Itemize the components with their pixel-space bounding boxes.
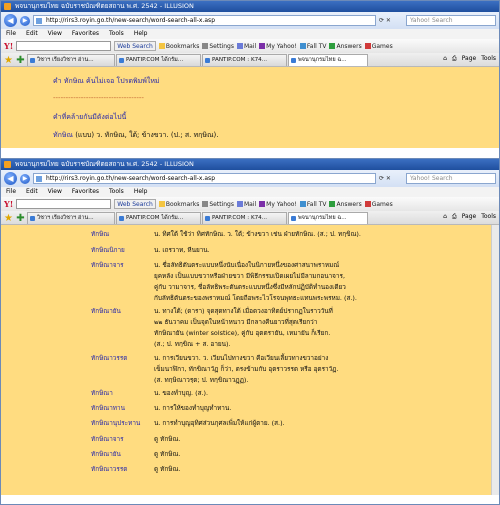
tools-menu[interactable]: Tools <box>481 55 496 62</box>
home-icon[interactable]: ⌂ <box>443 55 447 62</box>
answers-icon <box>329 43 335 49</box>
my-yahoo-button[interactable]: My Yahoo! <box>259 201 297 208</box>
entry-definition: น. เถรวาท, หีนยาน. <box>154 246 210 254</box>
menu-view[interactable]: View <box>47 188 62 195</box>
suggestion-definition: (แบบ) ว. ทักษิณ, ใต้; ข้างขวา. (ป.; ส. ทกฺษิณ). <box>75 131 219 139</box>
yahoo-logo[interactable]: Y! <box>4 199 14 209</box>
tab-row <box>1 53 499 67</box>
tab-4[interactable]: พจนานุกรมไทย ฉ... <box>288 212 368 224</box>
tab-tools <box>443 213 496 221</box>
url-field[interactable]: http://rirs3.royin.go.th/new-search/word-search-all-x.asp <box>33 173 376 184</box>
mail-button[interactable]: Mail <box>237 43 256 50</box>
web-search-button[interactable]: Web Search <box>114 41 156 51</box>
print-icon[interactable]: ⎙ <box>451 55 457 62</box>
games-icon <box>365 43 371 49</box>
entry-word[interactable]: ทักษิณายัน <box>91 450 121 458</box>
search-input[interactable]: Yahoo! Search <box>406 173 496 184</box>
entry-definition: น. ทิศใต้ ใช้ว่า ทิศทักษิณ. ว. ใต้; ข้างขวา เช่น ฝ่ายทักษิณ. (ส.; ป. ทกฺขิณ). <box>154 230 361 238</box>
refresh-stop-icon[interactable]: ⟳ ✕ <box>379 175 391 182</box>
tab-tools <box>443 55 496 63</box>
tab-row <box>1 211 499 225</box>
app-icon <box>4 161 11 168</box>
menu-favorites[interactable]: Favorites <box>71 188 100 195</box>
forward-arrow-icon[interactable]: ▶ <box>20 16 30 26</box>
entry-definition: น. ชื่อลัทธิตันตระแบบหนึ่งนับเนื่องในนิกายหนึ่งของศาสนาพราหมณ์ <box>154 261 340 269</box>
my-yahoo-icon <box>259 43 265 49</box>
app-icon <box>4 3 11 10</box>
bookmarks-button[interactable]: Bookmarks <box>159 43 200 50</box>
refresh-stop-icon[interactable]: ⟳ ✕ <box>379 17 391 24</box>
not-found-message: คำ ทักษิณ ค้นไม่เจอ โปรดพิมพ์ใหม่ <box>53 77 160 85</box>
settings-icon <box>202 201 208 207</box>
dictionary-results <box>1 225 499 495</box>
entry-word[interactable]: ทักษิณาทาน <box>91 404 125 412</box>
entry-word[interactable]: ทักษิณา <box>91 389 113 397</box>
yahoo-search-input[interactable] <box>16 199 111 209</box>
entry-word[interactable]: ทักษิณายัน <box>91 307 121 315</box>
yahoo-logo[interactable]: Y! <box>4 41 14 51</box>
window-title: พจนานุกรมไทย ฉบับราชบัณฑิตยสถาน พ.ศ. 2542 - ILLUSION <box>15 2 194 10</box>
page-menu[interactable]: Page <box>461 55 477 62</box>
menu-tools[interactable]: Tools <box>109 188 124 195</box>
games-button[interactable]: Games <box>365 43 393 50</box>
entry-word[interactable]: ทักษิณาจาร <box>91 261 124 269</box>
suggestion-line <box>53 130 218 141</box>
tv-icon <box>300 201 306 207</box>
entry-definition: ดู ทักษิณ. <box>154 450 181 458</box>
title-bar <box>1 159 499 170</box>
tab-1[interactable]: วิชาฯ เรียงวิชาฯ ฮ่าน... <box>27 212 115 224</box>
similar-words-heading: คำที่คล้ายกันมีดังต่อไปนี้ <box>53 113 127 121</box>
entry-definition: น. ทางใต้; (ดารา) จุดสุดทางใต้ เมื่อดวงอาทิตย์ปรากฏในราววันที่ <box>154 307 333 315</box>
settings-icon <box>202 43 208 49</box>
menu-help[interactable]: Help <box>133 188 148 195</box>
bookmark-icon <box>159 201 165 207</box>
settings-button[interactable]: Settings <box>202 201 234 208</box>
answers-button[interactable]: Answers <box>329 201 361 208</box>
tools-menu[interactable]: Tools <box>481 213 496 220</box>
bookmark-icon <box>159 43 165 49</box>
entry-definition: เข็มนาฬิกา, ทักขิณาวัฏ ก็ว่า, ตรงข้ามกับ อุตราวรรต หรือ อุตราวัฏ. <box>154 365 339 373</box>
tab-3[interactable]: PANTIP.COM : K74... <box>202 212 287 224</box>
menu-favorites[interactable]: Favorites <box>71 30 100 37</box>
entry-definition: ทักษิณายัน (winter solstice), คู่กับ อุตตรายัน, เหมายัน ก็เรียก. <box>154 329 331 337</box>
mail-button[interactable]: Mail <box>237 201 256 208</box>
my-yahoo-button[interactable]: My Yahoo! <box>259 43 297 50</box>
page-content-top <box>1 67 499 148</box>
tab-2[interactable]: PANTIP.COM ได้กรัม... <box>116 54 201 66</box>
menu-file[interactable]: File <box>6 188 17 195</box>
web-search-button[interactable]: Web Search <box>114 199 156 209</box>
tab-3[interactable]: PANTIP.COM : K74... <box>202 54 287 66</box>
add-favorite-icon[interactable]: ✚ <box>16 55 25 66</box>
entry-definition: (ส. ทกฺษิณาวรฺต; ป. ทกฺขิณาวฏฺฏ). <box>154 376 249 384</box>
menu-edit[interactable]: Edit <box>26 30 38 37</box>
entry-word[interactable]: ทักษิณาวรรต <box>91 465 128 473</box>
entry-definition: น. การเวียนขวา. ว. เวียนไปทางขวา คือเวียนเลี้ยวทางขวาอย่าง <box>154 354 329 362</box>
url-field[interactable]: http://rirs3.royin.go.th/new-search/word-search-all-x.asp <box>33 15 376 26</box>
entry-definition: คู่กับ วามาจาร, ชื่อลัทธิพระตันตระแบบหนึ่งซึ่งมีหลักปฏิบัติทำนองเดียว <box>154 283 346 291</box>
menu-view[interactable]: View <box>47 30 62 37</box>
answers-icon <box>329 201 335 207</box>
tv-icon <box>300 43 306 49</box>
browser-window-bottom <box>0 158 500 505</box>
entry-definition: (ส.; ป. ทกฺขิณ + ส. อายน). <box>154 340 231 348</box>
settings-button[interactable]: Settings <box>202 43 234 50</box>
entry-word[interactable]: ทักษิณานุประทาน <box>91 419 141 427</box>
mail-icon <box>237 43 243 49</box>
menu-tools[interactable]: Tools <box>109 30 124 37</box>
games-button[interactable]: Games <box>365 201 393 208</box>
menu-bar <box>1 187 499 197</box>
menu-bar <box>1 29 499 39</box>
tab-2[interactable]: PANTIP.COM ได้กรัม... <box>116 212 201 224</box>
separator: ------------------------------------ <box>53 94 144 102</box>
home-icon[interactable]: ⌂ <box>443 213 447 220</box>
entry-word[interactable]: ทักษิณาวรรต <box>91 354 128 362</box>
suggestion-word[interactable]: ทักษิณ <box>53 131 73 139</box>
entry-word[interactable]: ทักษิณาจาร <box>91 435 124 443</box>
entry-word[interactable]: ทักษิณนิกาย <box>91 246 125 254</box>
entry-definition: น. ของทำบุญ. (ส.). <box>154 389 209 397</box>
back-arrow-icon[interactable]: ◀ <box>4 14 17 27</box>
bookmarks-button[interactable]: Bookmarks <box>159 201 200 208</box>
menu-help[interactable]: Help <box>133 30 148 37</box>
browser-window-top <box>0 0 500 161</box>
my-yahoo-icon <box>259 201 265 207</box>
print-icon[interactable]: ⎙ <box>451 213 457 220</box>
entry-definition: น. การให้ของทำบุญทำทาน. <box>154 404 232 412</box>
favorites-star-icon[interactable]: ★ <box>4 213 13 224</box>
address-bar <box>1 12 499 29</box>
menu-file[interactable]: File <box>6 30 17 37</box>
favorites-star-icon[interactable]: ★ <box>4 55 13 66</box>
entry-definition: ดู ทักษิณ. <box>154 435 181 443</box>
fall-tv-button[interactable]: Fall TV <box>300 43 327 50</box>
entry-definition: น. การทำบุญอุทิศส่วนกุศลเพิ่มให้แก่ผู้ตาย. (ส.). <box>154 419 285 427</box>
yahoo-toolbar <box>1 197 499 211</box>
back-arrow-icon[interactable]: ◀ <box>4 172 17 185</box>
tab-4[interactable]: พจนานุกรมไทย ฉ... <box>288 54 368 66</box>
window-title: พจนานุกรมไทย ฉบับราชบัณฑิตยสถาน พ.ศ. 2542 - ILLUSION <box>15 160 194 168</box>
games-icon <box>365 201 371 207</box>
forward-arrow-icon[interactable]: ▶ <box>20 174 30 184</box>
entry-definition: กับลัทธิตันตระของพราหมณ์ โดยถือพระไวโรจนพุทธะแทนพระพรหม. (ส.). <box>154 294 357 302</box>
search-input[interactable]: Yahoo! Search <box>406 15 496 26</box>
answers-button[interactable]: Answers <box>329 43 361 50</box>
tab-1[interactable]: วิชาฯ เรียงวิชาฯ ฮ่าน... <box>27 54 115 66</box>
vertical-scrollbar[interactable] <box>491 225 499 495</box>
fall-tv-button[interactable]: Fall TV <box>300 201 327 208</box>
address-bar <box>1 170 499 187</box>
entry-word[interactable]: ทักษิณ <box>91 230 110 238</box>
add-favorite-icon[interactable]: ✚ <box>16 213 25 224</box>
entry-definition: ๒๒ ธันวาคม เป็นจุดในหน้าหนาว มีกลางคืนยาวที่สุดเรียกว่า <box>154 318 318 326</box>
entry-definition: ดู ทักษิณ. <box>154 465 181 473</box>
yahoo-toolbar <box>1 39 499 53</box>
page-menu[interactable]: Page <box>461 213 477 220</box>
entry-definition: ยุคหลัง เป็นแบบขวาหรือฝ่ายขวา มีพิธีกรรมเปิดเผยไม่มีลามกอนาจาร, <box>154 272 345 280</box>
mail-icon <box>237 201 243 207</box>
yahoo-search-input[interactable] <box>16 41 111 51</box>
title-bar <box>1 1 499 12</box>
menu-edit[interactable]: Edit <box>26 188 38 195</box>
